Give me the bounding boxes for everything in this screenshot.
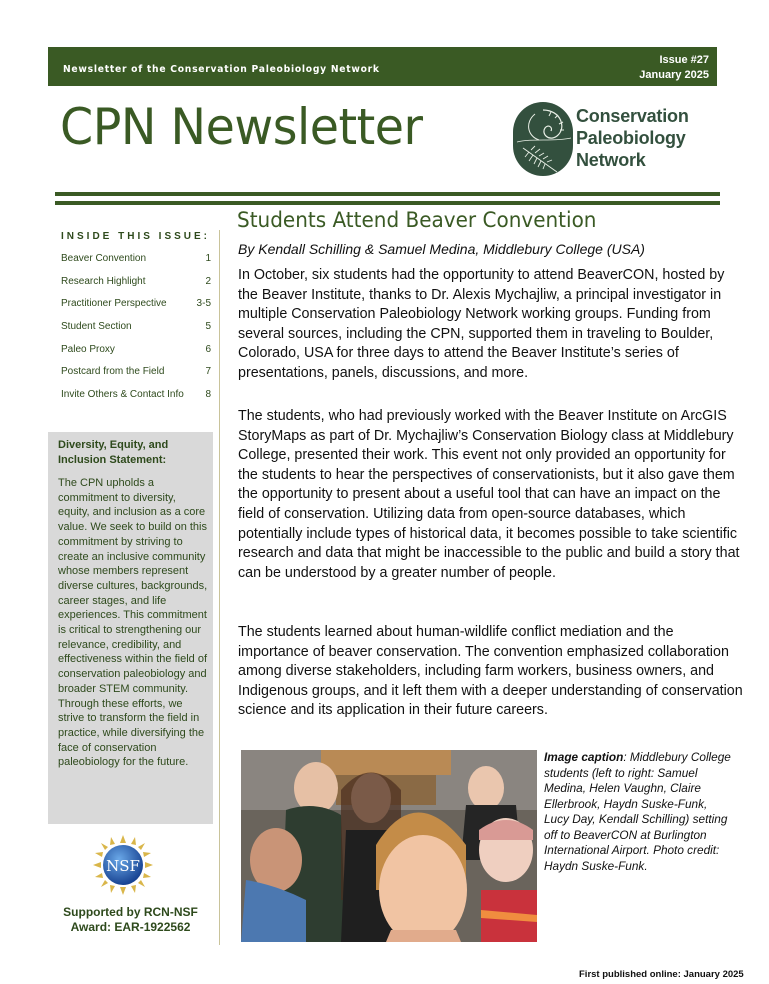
logo-line-3: Network — [576, 150, 646, 170]
logo-wordmark — [576, 105, 689, 171]
toc-page: 7 — [205, 366, 211, 378]
toc-page: 3-5 — [196, 298, 211, 310]
toc-page: 8 — [205, 389, 211, 401]
toc-page: 6 — [205, 343, 211, 355]
caption-label: Image caption — [544, 750, 624, 764]
toc-label: Postcard from the Field — [61, 366, 165, 378]
toc-label: Invite Others & Contact Info — [61, 389, 184, 401]
toc-page: 1 — [205, 253, 211, 264]
nsf-logo-icon — [92, 834, 154, 896]
logo-line-2: Paleobiology — [576, 128, 686, 148]
student-group-photo — [241, 750, 537, 942]
issue-info — [639, 53, 709, 83]
toc-item[interactable] — [61, 389, 211, 412]
toc-label: Student Section — [61, 321, 132, 333]
award-number: Award: EAR-1922562 — [70, 920, 191, 934]
ammonite-fern-logo-icon — [513, 102, 573, 176]
table-of-contents — [61, 253, 211, 412]
toc-page: 2 — [205, 275, 211, 287]
toc-item[interactable] — [61, 276, 211, 299]
masthead-banner — [48, 47, 717, 86]
newsletter-title: CPN Newsletter — [60, 98, 423, 156]
article-title: Students Attend Beaver Convention — [237, 208, 597, 233]
caption-text: : Middlebury College students (left to right: Samuel Medina, Helen Vaughn, Claire Ellerbrook, Haydn Suske-Funk, Lucy Day, Kendall Schilling) setting off to BeaverCON at Burlington International Airport. Photo credit: Haydn Suske-Funk. — [544, 750, 731, 873]
dei-body: The CPN upholds a commitment to diversity, equity, and inclusion as a core value. We seek to build on this commitment by striving to create an inclusive community whose members represent diverse cultures, backgrounds, career stages, and life experiences. This commitment is critical to strengthening our relevance, credibility, and effectiveness within the field of conservation paleobiology and broader STEM community. Through these efforts, we strive to transform the field in practice, while diversifying the face of conservation paleobiology for the future. — [58, 477, 208, 769]
toc-label: Research Highlight — [61, 275, 146, 287]
toc-page: 5 — [205, 321, 211, 333]
funding-statement — [48, 905, 213, 935]
logo-line-1: Conservation — [576, 106, 689, 126]
article-byline: By Kendall Schilling & Samuel Medina, Middlebury College (USA) — [238, 241, 645, 257]
toc-label: Paleo Proxy — [61, 343, 115, 355]
issue-number: Issue #27 — [659, 54, 709, 66]
toc-item[interactable] — [61, 344, 211, 367]
photo-caption — [544, 750, 734, 874]
article-paragraph: The students learned about human-wildlife conflict mediation and the importance of beaver conservation. The convention emphasized collaboration among diverse stakeholders, including farm workers, business owners, and Indigenous groups, and it left them with a deeper understanding of conservation science and its application in their future careers. — [238, 624, 743, 719]
support-line: Supported by RCN-NSF — [63, 905, 198, 919]
article-paragraph: In October, six students had the opportunity to attend BeaverCON, hosted by the Beaver Institute, thanks to Dr. Alexis Mychajliw, a principal investigator in multiple Conservation Paleobiology Network working groups. Funding from several sources, including the CPN, supported them in traveling to Boulder, Colorado, USA for three days to attend the Beaver Institute’s series of presentations, panels, discussions, and more. — [238, 267, 725, 381]
dei-statement-panel — [48, 432, 213, 824]
header-rule-top — [55, 192, 720, 196]
issue-date: January 2025 — [639, 69, 709, 81]
toc-item[interactable] — [61, 321, 211, 344]
cpn-logo — [513, 100, 713, 180]
toc-item[interactable] — [61, 366, 211, 389]
toc-item[interactable] — [61, 298, 211, 321]
banner-tagline: Newsletter of the Conservation Paleobiology Network — [63, 64, 380, 75]
nsf-logo-text: NSF — [106, 857, 140, 875]
dei-heading: Diversity, Equity, and Inclusion Statement: — [58, 439, 169, 466]
toc-item[interactable] — [61, 253, 211, 276]
header-rule-bottom — [55, 201, 720, 205]
toc-label: Beaver Convention — [61, 253, 147, 264]
inside-this-issue-heading: INSIDE THIS ISSUE: — [61, 231, 211, 242]
column-divider — [219, 230, 220, 945]
article-paragraph: The students, who had previously worked with the Beaver Institute on ArcGIS StoryMaps as part of Dr. Mychajliw’s Conservation Biology class at Middlebury College, presented their work. This event not only provided an opportunity for the students to hear the perspectives of conservationists, but it also gave them the opportunity to present about a useful tool that can have an impact on the field of conservation. Utilizing data from open-source databases, which potentially include types of historical data, it becomes possible to take scientific research and data that might be inaccessible to the public and build a story that can be understood by a greater number of people. — [238, 408, 740, 581]
publication-date-footer: First published online: January 2025 — [579, 969, 744, 980]
toc-label: Practitioner Perspective — [61, 298, 167, 310]
